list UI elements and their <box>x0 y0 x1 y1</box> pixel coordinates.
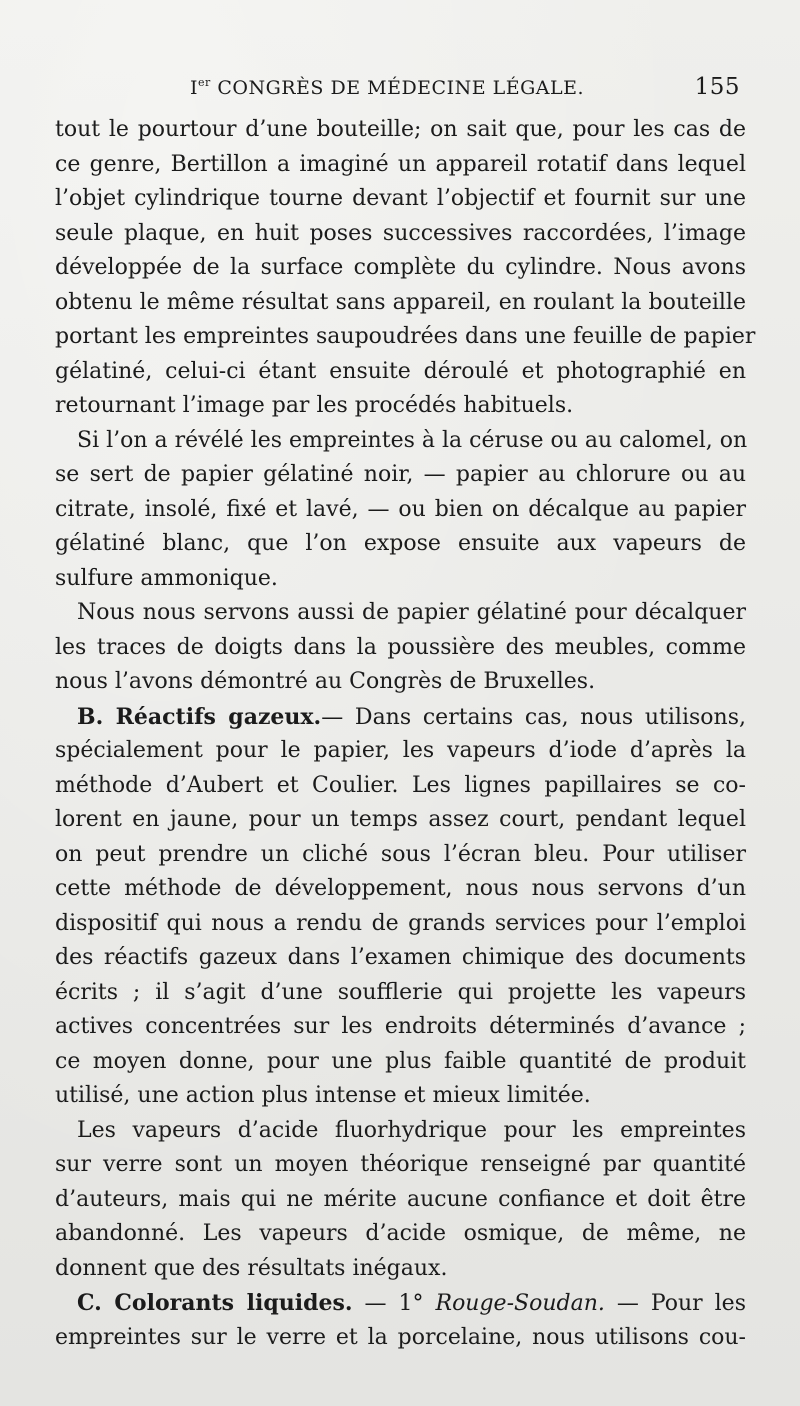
text-line: obtenu le même résultat sans appareil, en roulant la bouteille <box>55 289 746 315</box>
text-line: se sert de papier gélatiné noir, — papier au chlorure ou au <box>55 462 746 487</box>
text-line: ce genre, Bertillon a imaginé un appareil rotatif dans lequel <box>55 151 746 177</box>
text-line: lorent en jaune, pour un temps assez court, pendant lequel <box>55 807 746 832</box>
text-line: développée de la surface complète du cylindre. Nous avons <box>55 255 746 280</box>
running-header <box>190 72 740 104</box>
text-line: cette méthode de développement, nous nous servons d’un <box>55 876 746 901</box>
text-line: retournant l’image par les procédés habituels. <box>55 393 574 418</box>
text-line: spécialement pour le papier, les vapeurs d’iode d’après la <box>55 738 746 763</box>
text-line: dispositif qui nous a rendu de grands services pour l’emploi <box>55 910 746 936</box>
section-heading-b: B. Réactifs gazeux. <box>77 703 322 730</box>
text-line: actives concentrées sur les endroits déterminés d’avance ; <box>55 1014 746 1039</box>
header-title-text: CONGRÈS DE MÉDECINE LÉGALE. <box>210 77 585 99</box>
header-ordinal: I <box>190 77 199 99</box>
text-line: abandonné. Les vapeurs d’acide osmique, de même, ne <box>55 1221 746 1246</box>
text-line: d’auteurs, mais qui ne mérite aucune confiance et doit être <box>55 1186 746 1212</box>
section-c-first-line <box>55 1286 746 1321</box>
text-line: on peut prendre un cliché sous l’écran bleu. Pour utiliser <box>55 841 746 867</box>
text-line: gélatiné blanc, que l’on expose ensuite aux vapeurs de <box>55 531 746 556</box>
text-line: des réactifs gazeux dans l’examen chimique des documents <box>55 945 746 970</box>
page-number: 155 <box>694 74 740 100</box>
section-heading-c: C. Colorants liquides. <box>77 1290 353 1316</box>
text-line: donnent que des résultats inégaux. <box>55 1255 448 1281</box>
text-line-continuation: — Dans certains cas, nous utilisons, <box>321 704 746 730</box>
body-text <box>55 113 756 1355</box>
text-line: portant les empreintes saupoudrées dans une feuille de papier <box>55 324 756 349</box>
text-line: nous l’avons démontré au Congrès de Bruxelles. <box>55 669 596 694</box>
text-line: les traces de doigts dans la poussière des meubles, comme <box>55 634 746 660</box>
header-title <box>190 76 584 99</box>
header-ordinal-superscript: er <box>198 76 211 89</box>
text-line: sulfure ammonique. <box>55 565 278 591</box>
text-line: citrate, insolé, fixé et lavé, — ou bien on décalque au papier <box>55 496 746 522</box>
subheading-rouge-soudan: Rouge-Soudan. <box>435 1291 605 1316</box>
text-line: écrits ; il s’agit d’une soufflerie qui projette les vapeurs <box>55 979 746 1005</box>
text-line: sur verre sont un moyen théorique renseigné par quantité <box>55 1152 746 1177</box>
text-fragment: — 1° <box>352 1291 436 1316</box>
text-line: gélatiné, celui-ci étant ensuite déroulé et photographié en <box>55 358 746 384</box>
section-b-first-line <box>55 700 746 735</box>
text-line: utilisé, une action plus intense et mieux limitée. <box>55 1083 591 1108</box>
text-line: empreintes sur le verre et la porcelaine, nous utilisons cou- <box>55 1324 746 1350</box>
text-line: méthode d’Aubert et Coulier. Les lignes papillaires se co- <box>55 772 746 798</box>
text-line: l’objet cylindrique tourne devant l’objectif et fournit sur une <box>55 186 746 211</box>
text-line: tout le pourtour d’une bouteille; on sait que, pour les cas de <box>55 117 746 142</box>
text-line: ce moyen donne, pour une plus faible quantité de produit <box>55 1048 746 1074</box>
text-line: Nous nous servons aussi de papier gélatiné pour décalquer <box>77 600 746 625</box>
text-line: Si l’on a révélé les empreintes à la céruse ou au calomel, on <box>77 427 748 453</box>
text-line: Les vapeurs d’acide fluorhydrique pour les empreintes <box>77 1117 746 1143</box>
text-fragment: — Pour les <box>604 1291 746 1316</box>
text-line: seule plaque, en huit poses successives raccordées, l’image <box>55 220 746 246</box>
